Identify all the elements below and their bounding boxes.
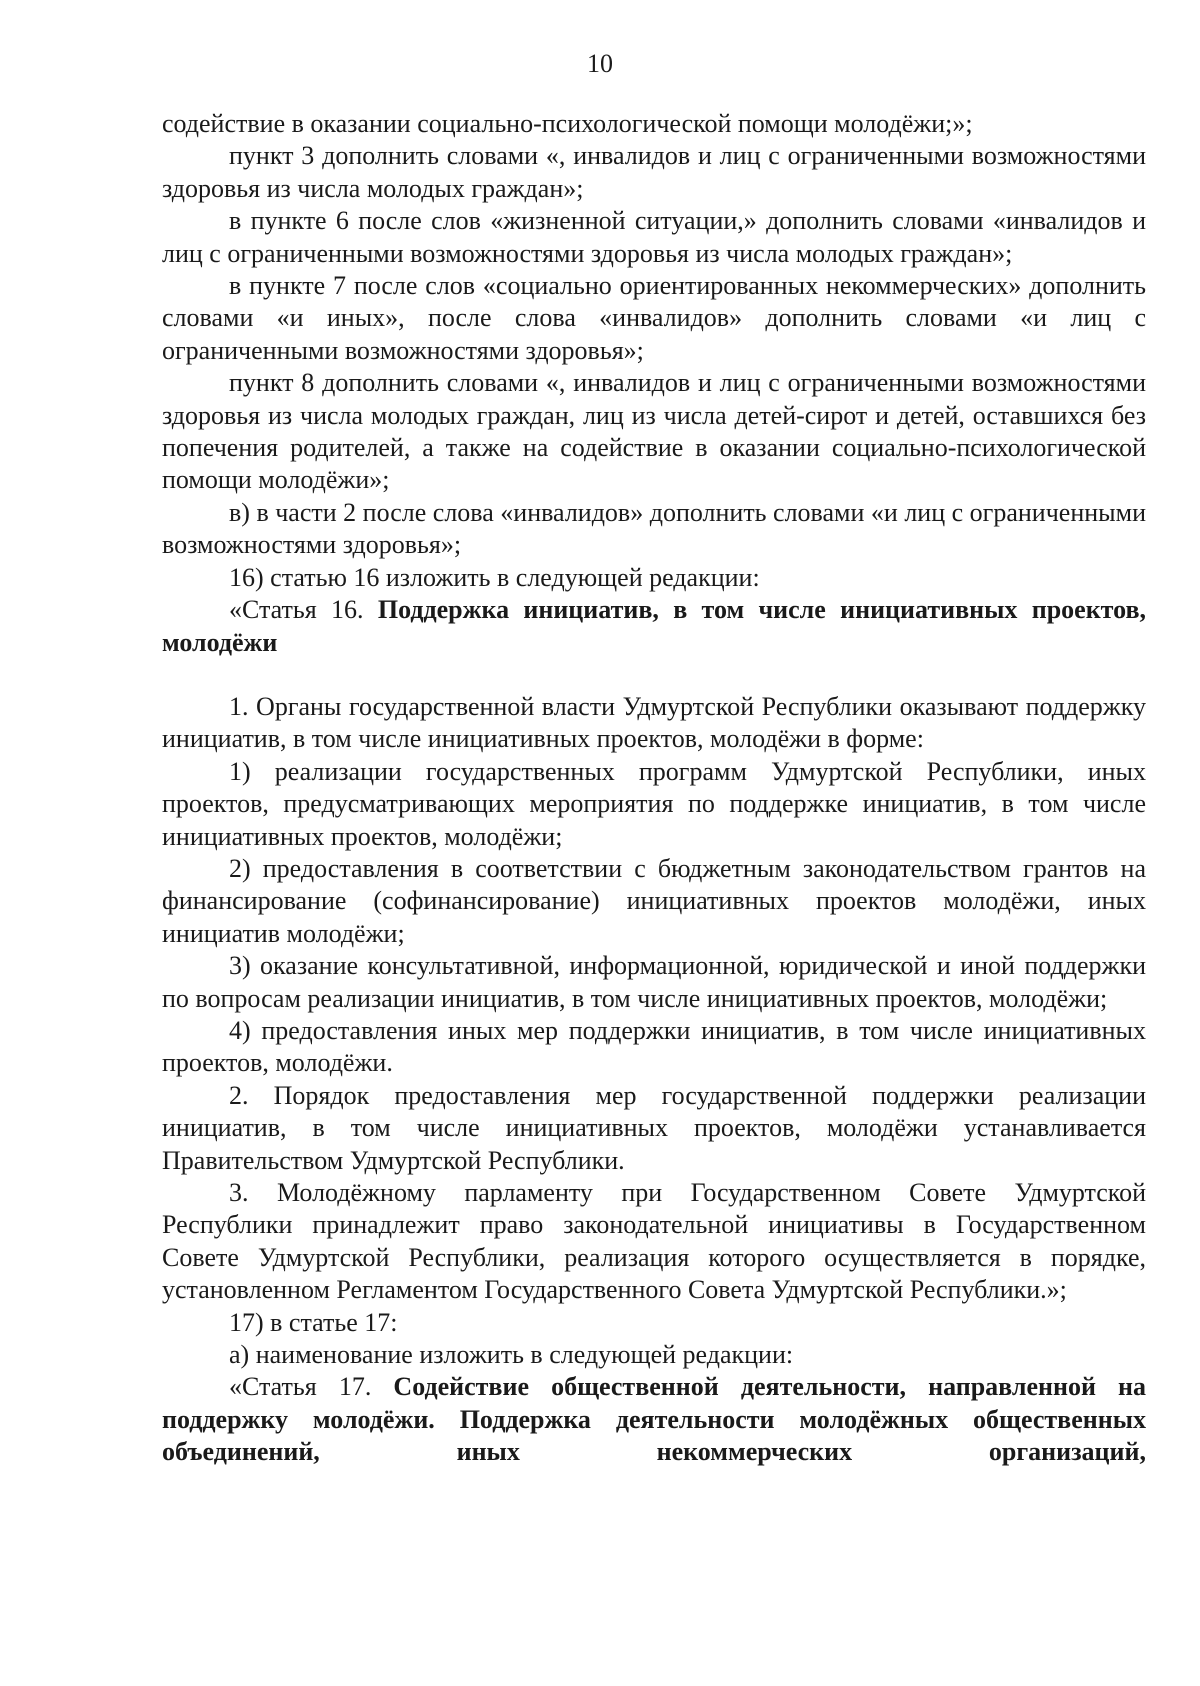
paragraph: содействие в оказании социально-психологической помощи молодёжи;»; (162, 109, 973, 138)
paragraph: 2. Порядок предоставления мер государственной поддержки реализации инициатив, в том числе инициативных проектов, молодёжи устанавливается Правительством Удмуртской Республики. (162, 1080, 1146, 1175)
article-17-heading (162, 1371, 1146, 1468)
paragraph: 3. Молодёжному парламенту при Государственном Совете Удмуртской Республики принадлежит право законодательной инициативы в Государственном Совете Удмуртской Республики, реализация которого осуществляется в порядке, установленном Регламентом Государственного Совета Удмуртской Республики.»; (162, 1178, 1146, 1305)
article-17-title: Содействие общественной деятельности, направленной на поддержку молодёжи. Поддержка деятельности молодёжных общественных объединений, иных некоммерческих организаций, (162, 1372, 1147, 1467)
paragraph: пункт 3 дополнить словами «, инвалидов и лиц с ограниченными возможностями здоровья из числа молодых граждан»; (162, 141, 1146, 203)
article-16-title: Поддержка инициатив, в том числе инициативных проектов, молодёжи (162, 595, 1146, 657)
page-number: 10 (587, 49, 613, 78)
spacer (162, 659, 1146, 691)
article-17-prefix: «Статья 17. (229, 1372, 394, 1402)
paragraph: в пункте 7 после слов «социально ориентированных некоммерческих» дополнить словами «и иных», после слова «инвалидов» дополнить словами «и лиц с ограниченными возможностями здоровья»; (162, 271, 1146, 365)
paragraph: в пункте 6 после слов «жизненной ситуации,» дополнить словами «инвалидов и лиц с ограниченными возможностями здоровья из числа молодых граждан»; (162, 206, 1146, 268)
article-16-heading (162, 594, 1146, 659)
paragraph: пункт 8 дополнить словами «, инвалидов и лиц с ограниченными возможностями здоровья из числа молодых граждан, лиц из числа детей-сирот и детей, оставшихся без попечения родителей, а также на содействие в оказании социально-психологической помощи молодёжи»; (162, 368, 1146, 495)
paragraph: 1. Органы государственной власти Удмуртской Республики оказывают поддержку инициатив, в том числе инициативных проектов, молодёжи в форме: (162, 691, 1146, 754)
paragraph: 1) реализации государственных программ Удмуртской Республики, иных проектов, предусматривающих мероприятия по поддержке инициатив, в том числе инициативных проектов, молодёжи; (162, 756, 1146, 851)
paragraph: 3) оказание консультативной, информационной, юридической и иной поддержки по вопросам реализации инициатив, в том числе инициативных проектов, молодёжи; (162, 951, 1146, 1013)
paragraph: а) наименование изложить в следующей редакции: (229, 1340, 794, 1370)
paragraph: в) в части 2 после слова «инвалидов» дополнить словами «и лиц с ограниченными возможностями здоровья»; (162, 497, 1146, 560)
paragraph: 2) предоставления в соответствии с бюджетным законодательством грантов на финансирование (софинансирование) инициативных проектов молодёжи, иных инициатив молодёжи; (162, 853, 1146, 948)
paragraph: 17) в статье 17: (229, 1307, 398, 1337)
paragraph: 16) статью 16 изложить в следующей редакции: (229, 562, 760, 592)
article-16-prefix: «Статья 16. (229, 595, 378, 625)
document-body (162, 108, 1146, 1469)
paragraph: 4) предоставления иных мер поддержки инициатив, в том числе инициативных проектов, молодёжи. (162, 1015, 1146, 1078)
